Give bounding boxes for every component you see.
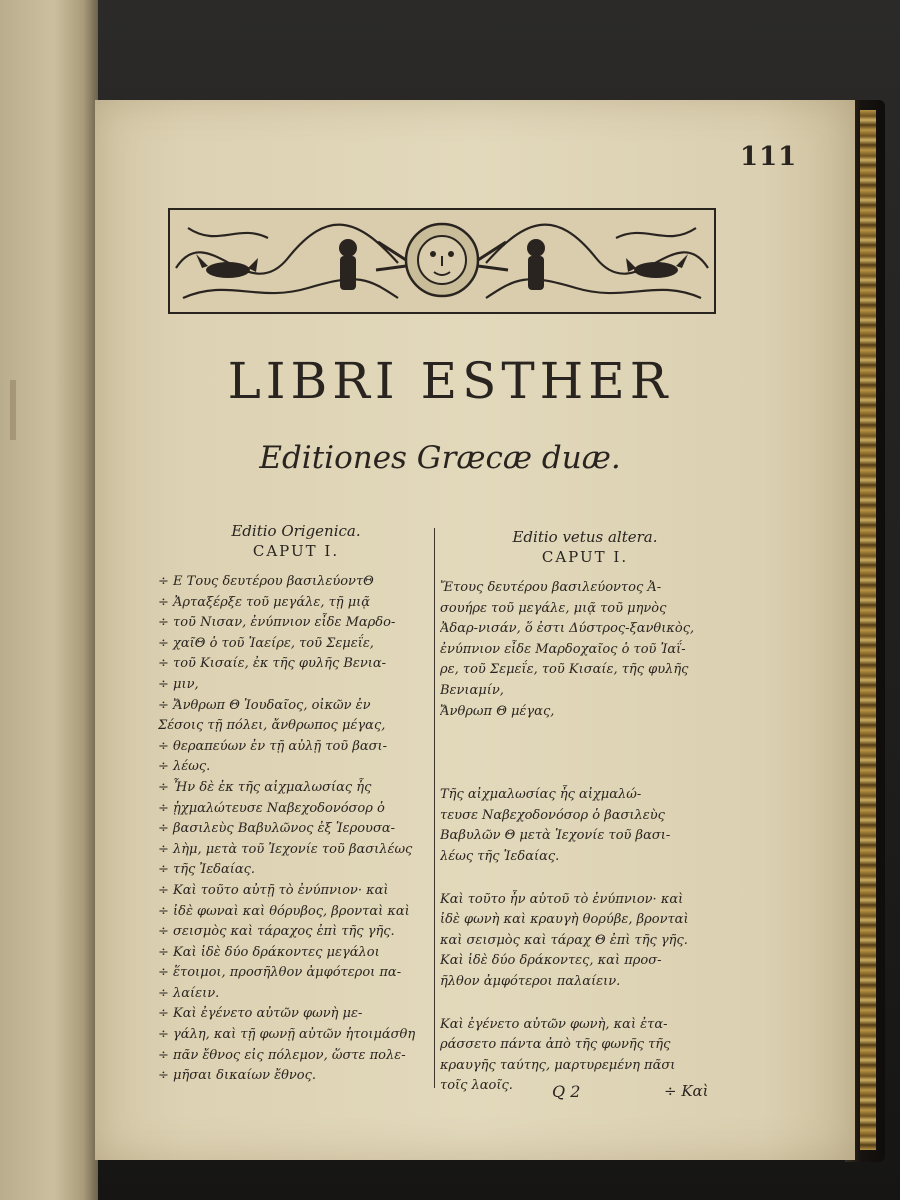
text-line: ÷ λὴμ, μετὰ τοῦ Ἰεχονίε τοῦ βασιλέως xyxy=(158,841,413,857)
text-line: ÷ τοῦ Κισαίε, ἐκ τῆς φυλῆς Βενια- xyxy=(158,656,387,672)
text-line: Σέσοις τῇ πόλει, ἄνθρωπος μέγας, xyxy=(158,718,386,734)
right-column-vetus-altera xyxy=(440,528,730,1097)
text-line: ÷ Ε Τους δευτέρου βασιλεύοντΘ xyxy=(158,574,374,589)
left-text-block xyxy=(158,572,434,1087)
text-line: ράσσετο πάντα ἀπὸ τῆς φωνῆς τῆς xyxy=(440,1037,671,1053)
page-number: 111 xyxy=(740,142,798,172)
text-line: ÷ Ἀρταξέρξε τοῦ μεγάλε, τῇ μιᾷ xyxy=(158,594,371,610)
text-line: καὶ σεισμὸς καὶ τάραχ Θ ἐπὶ τῆς γῆς. xyxy=(440,932,688,948)
right-text-block-3 xyxy=(440,890,730,993)
text-line: ÷ Καὶ ἰδὲ δύο δράκοντες μεγάλοι xyxy=(158,944,380,960)
chapter-heading-left: CAPUT I. xyxy=(252,542,340,560)
right-text-block-2 xyxy=(440,785,730,867)
text-line: τευσε Ναβεχοδονόσορ ὁ βασιλεὺς xyxy=(440,807,665,823)
text-line: Ἔτους δευτέρου βασιλεύοντος Ἀ- xyxy=(440,580,662,595)
text-line: ῆλθον ἀμφότεροι παλαίειν. xyxy=(440,973,621,989)
text-line: ἐνύπνιον εἶδε Μαρδοχαῖος ὁ τοῦ Ἰαΐ- xyxy=(440,641,686,657)
text-line: ÷ Ἦν δὲ ἐκ τῆς αἰχμαλωσίας ἧς xyxy=(158,779,372,795)
text-line: λέως τῆς Ἰεδαίας. xyxy=(440,848,560,864)
text-line: τοῖς λαοῖς. xyxy=(440,1078,513,1094)
facing-left-page xyxy=(0,0,98,1200)
text-line: σουήρε τοῦ μεγάλε, μιᾷ τοῦ μηνὸς xyxy=(440,600,667,616)
chapter-heading-right: CAPUT I. xyxy=(541,548,629,566)
text-line: Καὶ ἰδὲ δύο δράκοντες, καὶ προσ- xyxy=(440,953,662,969)
text-line: ÷ Καὶ τοῦτο αὐτῇ τὸ ἐνύπνιον· καὶ xyxy=(158,882,389,898)
text-line: ÷ μῆσαι δικαίων ἔθνος. xyxy=(158,1068,317,1084)
text-line: ÷ μιν, xyxy=(158,676,199,692)
text-line: ÷ πᾶν ἔθνος εἰς πόλεμον, ὥστε πολε- xyxy=(158,1047,406,1063)
text-line: ÷ θεραπεύων ἐν τῇ αὐλῇ τοῦ βασι- xyxy=(158,738,387,754)
text-line: Καὶ ἐγένετο αὐτῶν φωνὴ, καὶ ἐτα- xyxy=(440,1016,668,1032)
text-line: ÷ γάλη, καὶ τῇ φωνῇ αὐτῶν ἡτοιμάσθη xyxy=(158,1027,416,1043)
edition-heading-right: Editio vetus altera. xyxy=(512,528,658,546)
edition-heading-left: Editio Origenica. xyxy=(231,522,361,540)
book-title: LIBRI ESTHER xyxy=(227,352,673,410)
text-line: Καὶ τοῦτο ἦν αὐτοῦ τὸ ἐνύπνιον· καὶ xyxy=(440,891,684,907)
text-line: ρε, τοῦ Σεμεΐε, τοῦ Κισαίε, τῆς φυλῆς xyxy=(440,662,689,678)
text-line: ÷ λαίειν. xyxy=(158,985,220,1001)
text-line: ÷ Ἄνθρωπ Θ Ἰουδαῖος, οἰκῶν ἐν xyxy=(158,697,371,713)
text-line: ÷ σεισμὸς καὶ τάραχος ἐπὶ τῆς γῆς. xyxy=(158,924,395,940)
left-column-origenica xyxy=(158,522,434,1087)
printer-signature-mark: Q 2 xyxy=(552,1082,581,1101)
text-line: ÷ ᾐχμαλώτευσε Ναβεχοδονόσορ ὁ xyxy=(158,800,385,816)
text-line: ÷ ἰδὲ φωναὶ καὶ θόρυβος, βρονταὶ καὶ xyxy=(158,903,410,919)
text-line: Βενιαμίν, xyxy=(440,682,504,698)
text-line: ἰδὲ φωνὴ καὶ κραυγὴ θορύβε, βρονταὶ xyxy=(440,912,689,928)
ornamental-headpiece xyxy=(168,208,716,314)
text-line: Ἄνθρωπ Θ μέγας, xyxy=(440,703,555,719)
text-line: Βαβυλῶν Θ μετὰ Ἰεχονίε τοῦ βασι- xyxy=(440,828,671,844)
catchword: ÷ Καὶ xyxy=(664,1082,709,1100)
book-subtitle: Editiones Græcæ duæ. xyxy=(259,440,621,476)
gilt-page-edge xyxy=(860,110,876,1150)
right-text-block-1 xyxy=(440,578,730,722)
text-line: ÷ βασιλεὺς Βαβυλῶνος ἐξ Ἰερουσα- xyxy=(158,821,395,837)
text-line: ÷ τοῦ Νισαν, ἐνύπνιον εἶδε Μαρδο- xyxy=(158,615,396,631)
text-line: ÷ λέως. xyxy=(158,759,211,775)
text-line: ÷ τῆς Ἰεδαίας. xyxy=(158,862,256,878)
show-through-mark xyxy=(10,380,36,440)
text-line: Τῆς αἰχμαλωσίας ἧς αἰχμαλώ- xyxy=(440,787,642,803)
text-line: ÷ Καὶ ἐγένετο αὐτῶν φωνὴ με- xyxy=(158,1006,363,1022)
text-line: κραυγῆς ταύτης, μαρτυρεμένη πᾶσι xyxy=(440,1057,676,1073)
text-line: Ἀδαρ-νισάν, ὅ ἐστι Δύστρος-ξανθικὸς, xyxy=(440,621,695,637)
text-line: ÷ χαῖΘ ὁ τοῦ Ἰαείρε, τοῦ Σεμεΐε, xyxy=(158,635,374,651)
column-divider xyxy=(434,528,435,1088)
text-line: ÷ ἕτοιμοι, προσῆλθον ἀμφότεροι πα- xyxy=(158,965,402,981)
